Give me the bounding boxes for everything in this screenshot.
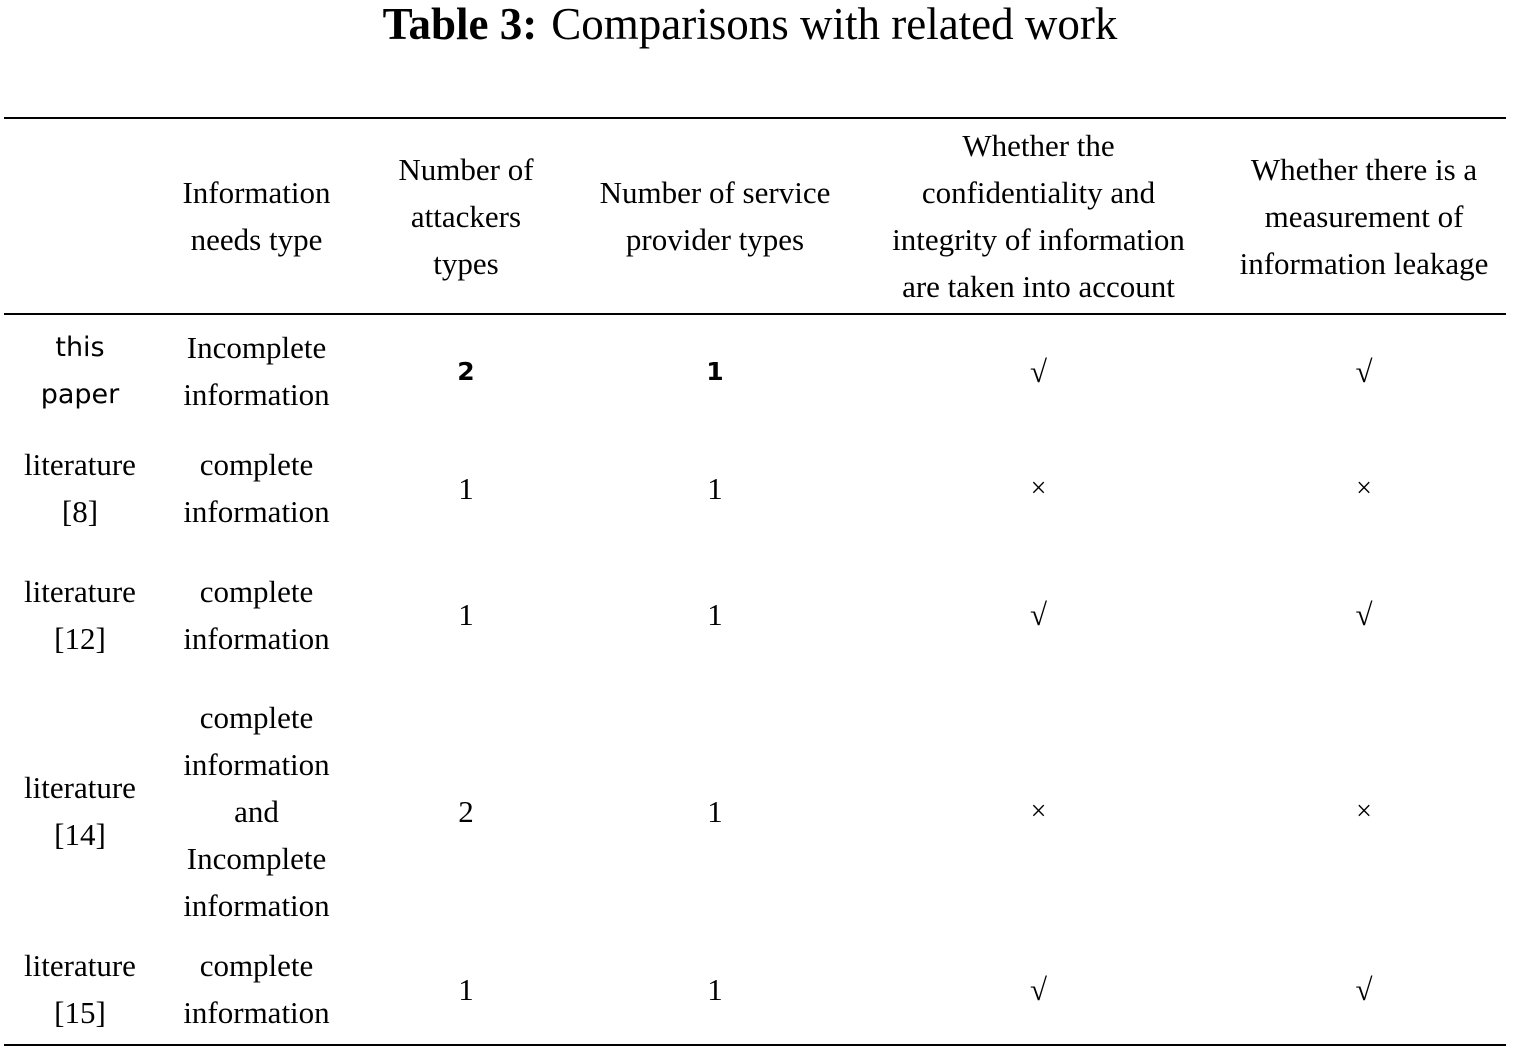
providers-cell: 1	[707, 971, 723, 1007]
leakage-cell: ×	[1356, 472, 1372, 504]
comparison-table	[4, 119, 1506, 1038]
header-cell-providers: Number of service provider types	[599, 175, 831, 257]
providers-cell: 1	[707, 597, 723, 632]
row-name-cell: literature [14]	[24, 770, 136, 852]
confidentiality-cell: √	[1029, 971, 1047, 1007]
caption-text: Comparisons with related work	[551, 0, 1118, 49]
info-type-cell: Incomplete information	[183, 330, 330, 412]
attackers-cell: 2	[458, 793, 474, 829]
table-caption	[0, 0, 1500, 48]
info-type-cell: complete information	[183, 573, 330, 656]
header-cell-blank	[4, 119, 156, 313]
attackers-cell: 1	[458, 597, 474, 632]
info-type-cell: complete information and Incomplete information	[183, 699, 330, 923]
leakage-cell: √	[1355, 597, 1373, 632]
header-cell-info-type: Information needs type	[182, 175, 331, 257]
row-name-cell: literature [12]	[24, 573, 136, 656]
row-name-cell: literature [8]	[24, 447, 136, 529]
table-row	[4, 429, 1506, 547]
info-type-cell: complete information	[183, 948, 330, 1030]
attackers-cell: 2	[457, 356, 475, 386]
providers-cell: 1	[707, 793, 723, 829]
attackers-cell: 1	[458, 971, 474, 1007]
confidentiality-cell: √	[1029, 597, 1047, 632]
providers-cell: 1	[707, 470, 723, 506]
confidentiality-cell: ×	[1030, 795, 1047, 827]
header-cell-leakage: Whether there is a measurement of information leakage	[1239, 151, 1489, 281]
header-cell-attackers: Number of attackers types	[398, 151, 534, 281]
bottom-rule	[4, 1044, 1506, 1046]
leakage-cell: √	[1355, 353, 1373, 389]
header-cell-confidentiality: Whether the confidentiality and integrity of information are taken into account	[892, 128, 1185, 304]
leakage-cell: √	[1355, 971, 1373, 1007]
providers-cell: 1	[706, 356, 724, 386]
confidentiality-cell: ×	[1030, 472, 1047, 504]
table-row	[4, 940, 1506, 1038]
leakage-cell: ×	[1356, 795, 1372, 827]
header-row	[4, 119, 1506, 313]
row-name-cell: this paper	[40, 332, 120, 410]
confidentiality-cell: √	[1029, 353, 1047, 389]
caption-label: Table 3:	[382, 0, 538, 49]
table-row	[4, 313, 1506, 429]
table-row	[4, 547, 1506, 682]
row-name-cell: literature [15]	[24, 948, 136, 1030]
table-row	[4, 682, 1506, 940]
info-type-cell: complete information	[183, 447, 330, 529]
attackers-cell: 1	[458, 470, 474, 506]
